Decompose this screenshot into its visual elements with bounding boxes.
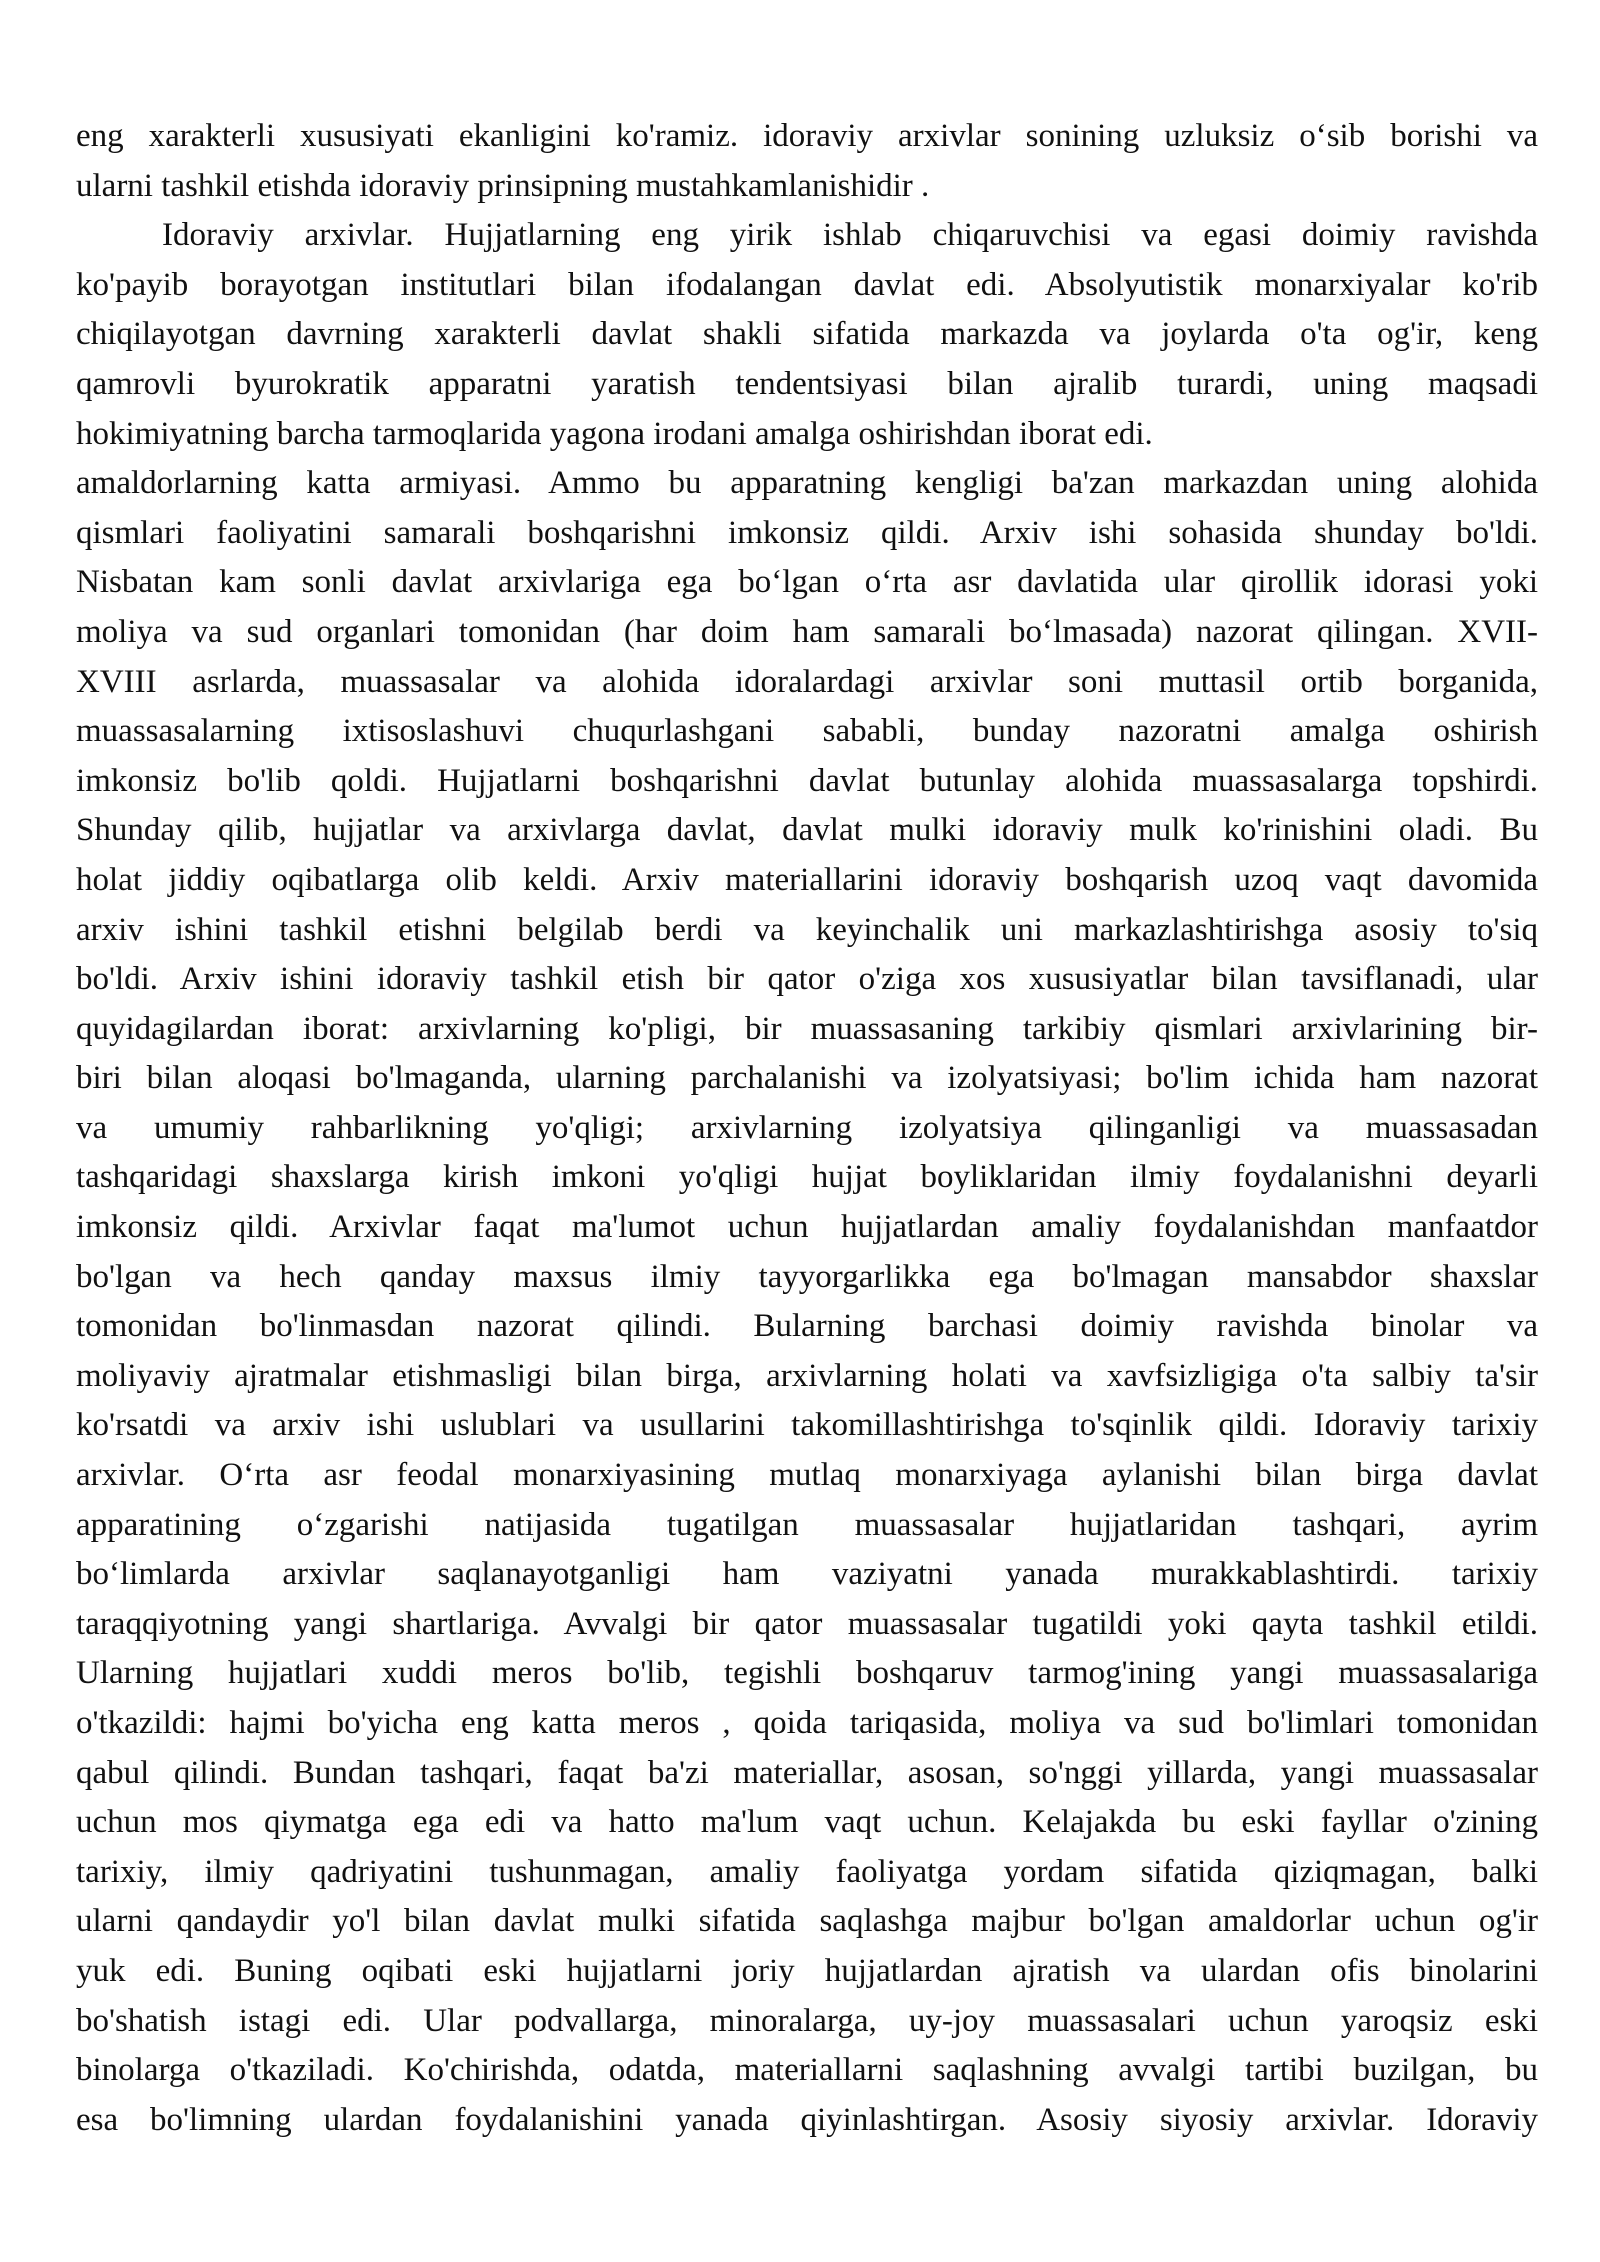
- text-line: uchun mos qiymatga ega edi va hatto ma'lum vaqt uchun. Kelajakda bu eski fayllar o'zining: [76, 1804, 1538, 1841]
- text-line: bo'lgan va hech qanday maxsus ilmiy tayyorgarlikka ega bo'lmagan mansabdor shaxslar: [76, 1258, 1538, 1295]
- text-line: holat jiddiy oqibatlarga olib keldi. Arxiv materiallarini idoraviy boshqarish uzoq vaqt davomida: [76, 861, 1538, 898]
- text-line: biri bilan aloqasi bo'lmaganda, ularning parchalanishi va izolyatsiyasi; bo'lim ichida ham nazorat: [76, 1060, 1538, 1097]
- text-line: imkonsiz bo'lib qoldi. Hujjatlarni boshqarishni davlat butunlay alohida muassasalarga topshirdi.: [76, 762, 1538, 799]
- text-line: qismlari faoliyatini samarali boshqarishni imkonsiz qildi. Arxiv ishi sohasida shunday bo'ldi.: [76, 514, 1538, 551]
- text-line: arxiv ishini tashkil etishni belgilab berdi va keyinchalik uni markazlashtirishga asosiy to'siq: [76, 911, 1538, 948]
- text-line: esa bo'limning ulardan foydalanishini yanada qiyinlashtirgan. Asosiy siyosiy arxivlar. Idoraviy: [76, 2101, 1538, 2138]
- text-line: tarixiy, ilmiy qadriyatini tushunmagan, amaliy faoliyatga yordam sifatida qiziqmagan, balki: [76, 1853, 1538, 1890]
- text-line: ko'rsatdi va arxiv ishi uslublari va usullarini takomillashtirishga to'sqinlik qildi. Idoraviy tarixiy: [76, 1407, 1538, 1444]
- text-line: amaldorlarning katta armiyasi. Ammo bu apparatning kengligi ba'zan markazdan uning alohida: [76, 465, 1538, 502]
- text-line: tomonidan bo'linmasdan nazorat qilindi. Bularning barchasi doimiy ravishda binolar va: [76, 1308, 1538, 1345]
- text-line: quyidagilardan iborat: arxivlarning ko'pligi, bir muassasaning tarkibiy qismlari arxivlarining bir-: [76, 1010, 1538, 1047]
- text-line: tashqaridagi shaxslarga kirish imkoni yo'qligi hujjat boyliklaridan ilmiy foydalanishni deyarli: [76, 1159, 1538, 1196]
- text-line: va umumiy rahbarlikning yo'qligi; arxivlarning izolyatsiya qilinganligi va muassasadan: [76, 1109, 1538, 1146]
- text-line: apparatining o‘zgarishi natijasida tugatilgan muassasalar hujjatlaridan tashqari, ayrim: [76, 1506, 1538, 1543]
- text-line: Nisbatan kam sonli davlat arxivlariga ega bo‘lgan o‘rta asr davlatida ular qirollik idorasi yoki: [76, 564, 1538, 601]
- text-line: arxivlar. O‘rta asr feodal monarxiyasining mutlaq monarxiyaga aylanishi bilan birga davlat: [76, 1457, 1538, 1494]
- text-line: bo'shatish istagi edi. Ular podvallarga, minoralarga, uy-joy muassasalari uchun yaroqsiz eski: [76, 2002, 1538, 2039]
- text-line: Shunday qilib, hujjatlar va arxivlarga davlat, davlat mulki idoraviy mulk ko'rinishini oladi. Bu: [76, 812, 1538, 849]
- text-line: muassasalarning ixtisoslashuvi chuqurlashgani sababli, bunday nazoratni amalga oshirish: [76, 713, 1538, 750]
- text-line: qamrovli byurokratik apparatni yaratish tendentsiyasi bilan ajralib turardi, uning maqsadi: [76, 365, 1538, 402]
- text-line: bo'ldi. Arxiv ishini idoraviy tashkil etish bir qator o'ziga xos xususiyatlar bilan tavsiflanadi, ular: [76, 961, 1538, 998]
- text-line: moliyaviy ajratmalar etishmasligi bilan birga, arxivlarning holati va xavfsizligiga o'ta salbiy ta'sir: [76, 1357, 1538, 1394]
- text-line: taraqqiyotning yangi shartlariga. Avvalgi bir qator muassasalar tugatildi yoki qayta tashkil etildi.: [76, 1605, 1538, 1642]
- text-line: ularni qandaydir yo'l bilan davlat mulki sifatida saqlashga majbur bo'lgan amaldorlar uchun og'ir: [76, 1903, 1538, 1940]
- text-line: binolarga o'tkaziladi. Ko'chirishda, odatda, materiallarni saqlashning avvalgi tartibi buzilgan, bu: [76, 2052, 1538, 2089]
- text-line: ularni tashkil etishda idoraviy prinsipning mustahkamlanishidir .: [76, 167, 930, 204]
- text-line: imkonsiz qildi. Arxivlar faqat ma'lumot uchun hujjatlardan amaliy foydalanishdan manfaatdor: [76, 1209, 1538, 1246]
- text-line: hokimiyatning barcha tarmoqlarida yagona irodani amalga oshirishdan iborat edi.: [76, 415, 1153, 452]
- text-line: Ularning hujjatlari xuddi meros bo'lib, tegishli boshqaruv tarmog'ining yangi muassasalariga: [76, 1655, 1538, 1692]
- text-line: eng xarakterli xususiyati ekanligini ko'ramiz. idoraviy arxivlar sonining uzluksiz o‘sib borishi va: [76, 118, 1538, 154]
- paragraph-first-line: Idoraviy arxivlar. Hujjatlarning eng yirik ishlab chiqaruvchisi va egasi doimiy ravishda: [162, 217, 1538, 254]
- document-page: [76, 112, 1538, 2145]
- text-line: chiqilayotgan davrning xarakterli davlat shakli sifatida markazda va joylarda o'ta og'ir, keng: [76, 316, 1538, 353]
- text-line: XVIII asrlarda, muassasalar va alohida idoralardagi arxivlar soni muttasil ortib borganida,: [76, 663, 1538, 700]
- text-line: ko'payib borayotgan institutlari bilan ifodalangan davlat edi. Absolyutistik monarxiyalar ko'rib: [76, 266, 1538, 303]
- text-line: yuk edi. Buning oqibati eski hujjatlarni joriy hujjatlardan ajratish va ulardan ofis binolarini: [76, 1952, 1538, 1989]
- text-line: qabul qilindi. Bundan tashqari, faqat ba'zi materiallar, asosan, so'nggi yillarda, yangi muassasalar: [76, 1754, 1538, 1791]
- text-line: o'tkazildi: hajmi bo'yicha eng katta meros , qoida tariqasida, moliya va sud bo'limlari tomonidan: [76, 1705, 1538, 1741]
- text-line: moliya va sud organlari tomonidan (har doim ham samarali bo‘lmasada) nazorat qilingan. XVII-: [76, 613, 1538, 650]
- text-line: bo‘limlarda arxivlar saqlanayotganligi ham vaziyatni yanada murakkablashtirdi. tarixiy: [76, 1556, 1538, 1593]
